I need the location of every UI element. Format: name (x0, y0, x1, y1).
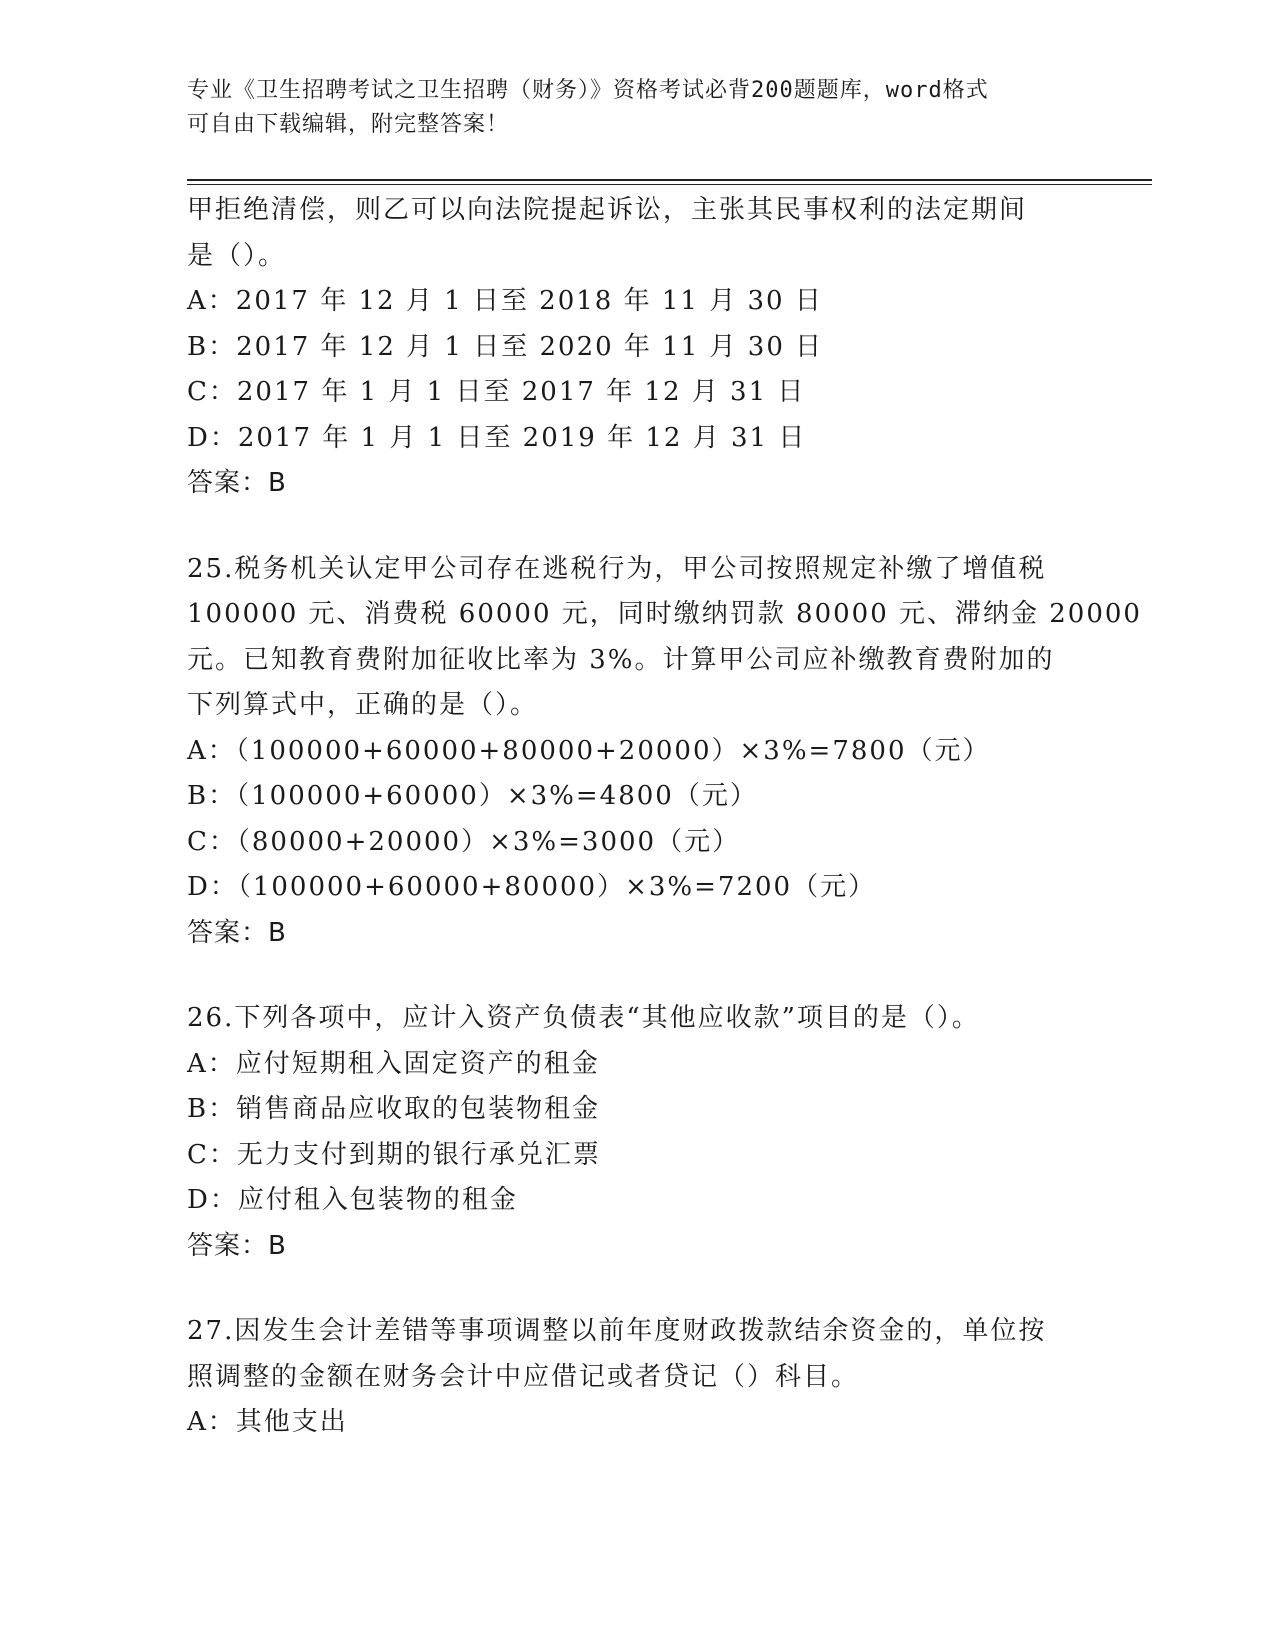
answer-option: D：应付租入包装物的租金 (187, 1185, 518, 1215)
answer-option: A：应付短期租入固定资产的租金 (187, 1048, 600, 1079)
question-block (187, 188, 1087, 507)
answer-option: C：2017 年 1 月 1 日至 2017 年 12 月 31 日 (187, 377, 806, 407)
answer-key: 答案：B (187, 468, 287, 498)
header-rule-thick (187, 179, 1152, 181)
answer-key: 答案：B (187, 917, 287, 948)
header-line-2: 可自由下载编辑，附完整答案！ (187, 112, 510, 137)
answer-option: B：2017 年 12 月 1 日至 2020 年 11 月 30 日 (187, 331, 824, 362)
answer-option: A：2017 年 12 月 1 日至 2018 年 11 月 30 日 (187, 286, 823, 316)
question-stem-line: 是（）。 (187, 240, 287, 271)
question-block (187, 1309, 1087, 1446)
question-stem-line: 25.税务机关认定甲公司存在逃税行为，甲公司按照规定补缴了增值税 (187, 553, 1047, 584)
question-stem-line: 元。已知教育费附加征收比率为 3%。计算甲公司应补缴教育费附加的 (187, 644, 1055, 675)
question-stem-line: 甲拒绝清偿，则乙可以向法院提起诉讼，主张其民事权利的法定期间 (187, 195, 1028, 225)
answer-option: D：（100000+60000+80000）×3%=7200（元） (187, 872, 877, 902)
answer-option: D：2017 年 1 月 1 日至 2019 年 12 月 31 日 (187, 422, 807, 453)
answer-option: C：无力支付到期的银行承兑汇票 (187, 1139, 601, 1170)
question-stem-line: 下列算式中，正确的是（）。 (187, 690, 539, 720)
answer-option: B：销售商品应收取的包装物租金 (187, 1094, 601, 1124)
answer-key: 答案：B (187, 1230, 287, 1261)
question-stem-line: 100000 元、消费税 60000 元，同时缴纳罚款 80000 元、滞纳金 20000 (187, 599, 1142, 629)
question-block (187, 996, 1087, 1269)
header-line-1: 专业《卫生招聘考试之卫生招聘（财务）》资格考试必背200题题库，word格式 (187, 78, 989, 103)
question-stem-line: 照调整的金额在财务会计中应借记或者贷记（）科目。 (187, 1361, 860, 1392)
document-header (187, 74, 1067, 142)
answer-option: C：（80000+20000）×3%=3000（元） (187, 826, 741, 857)
question-block (187, 547, 1142, 957)
answer-option: A：（100000+60000+80000+20000）×3%=7800（元） (187, 735, 991, 766)
question-list (187, 188, 1142, 1446)
answer-option: B：（100000+60000）×3%=4800（元） (187, 781, 758, 811)
answer-option: A：其他支出 (187, 1407, 348, 1437)
question-stem-line: 26.下列各项中，应计入资产负债表“其他应收款”项目的是（）。 (187, 1003, 980, 1033)
question-stem-line: 27.因发生会计差错等事项调整以前年度财政拨款结余资金的，单位按 (187, 1316, 1047, 1346)
header-rule-thin (187, 184, 1152, 185)
